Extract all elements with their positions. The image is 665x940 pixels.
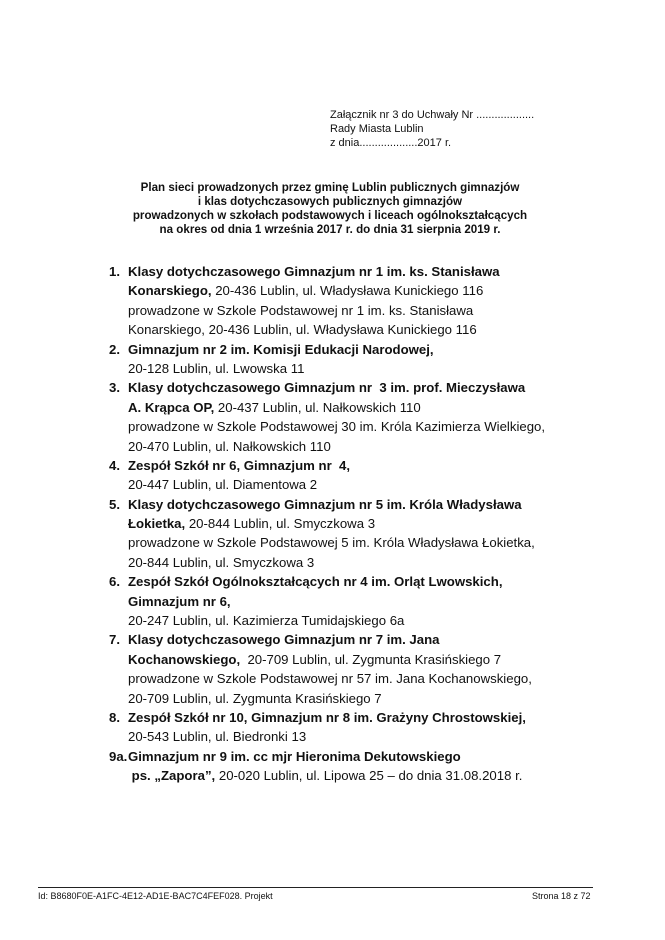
page-number: Strona 18 z 72 bbox=[532, 891, 591, 901]
item-number: 1. bbox=[109, 264, 120, 279]
school-name: Konarskiego, bbox=[128, 283, 212, 299]
list-item-line bbox=[0, 301, 665, 320]
item-text bbox=[128, 747, 461, 766]
address-text: prowadzone w Szkole Podstawowej 30 im. Króla Kazimierza Wielkiego, bbox=[128, 419, 546, 435]
list-item-line bbox=[0, 669, 665, 688]
address-text: 20-436 Lublin, ul. Władysława Kunickiego 116 bbox=[211, 283, 484, 299]
item-text bbox=[128, 689, 382, 708]
list-item-line bbox=[0, 359, 665, 378]
list-item-line bbox=[0, 456, 665, 475]
annex-line: z dnia...................2017 r. bbox=[330, 137, 452, 149]
list-item-line bbox=[0, 611, 665, 630]
item-text bbox=[128, 320, 477, 339]
list-item-line bbox=[0, 495, 665, 514]
item-text bbox=[128, 514, 375, 533]
school-name: Klasy dotychczasowego Gimnazjum nr 1 im. ks. Stanisława bbox=[128, 264, 500, 279]
item-text bbox=[128, 708, 526, 727]
school-name: Gimnazjum nr 9 im. cc mjr Hieronima Dekutowskiego bbox=[128, 748, 461, 764]
list-item-line bbox=[0, 514, 665, 533]
list-item bbox=[0, 340, 665, 379]
title-line: na okres od dnia 1 września 2017 r. do dnia 31 sierpnia 2019 r. bbox=[159, 223, 501, 236]
item-text bbox=[128, 553, 314, 572]
address-text: 20-543 Lublin, ul. Biedronki 13 bbox=[128, 729, 307, 745]
item-text bbox=[128, 340, 434, 359]
item-text bbox=[128, 456, 350, 475]
footer-divider bbox=[38, 887, 593, 888]
address-text: 20-447 Lublin, ul. Diamentowa 2 bbox=[128, 477, 318, 493]
list-item bbox=[0, 747, 665, 786]
list-item-line bbox=[0, 378, 665, 397]
list-item bbox=[0, 708, 665, 747]
item-text bbox=[128, 417, 545, 436]
title-line: Plan sieci prowadzonych przez gminę Lublin publicznych gimnazjów bbox=[140, 181, 520, 194]
school-name: Klasy dotychczasowego Gimnazjum nr 3 im. prof. Mieczysława bbox=[128, 380, 526, 396]
list-item-line bbox=[0, 320, 665, 339]
list-item-line bbox=[0, 747, 665, 766]
item-text bbox=[128, 533, 535, 552]
school-name: Klasy dotychczasowego Gimnazjum nr 5 im. Króla Władysława bbox=[128, 496, 522, 512]
item-number: 8. bbox=[109, 709, 120, 725]
annex-note bbox=[330, 108, 534, 150]
list-item-line bbox=[0, 340, 665, 359]
list-item-line bbox=[0, 727, 665, 746]
item-text bbox=[128, 669, 532, 688]
item-number: 4. bbox=[109, 457, 120, 473]
school-name: Klasy dotychczasowego Gimnazjum nr 7 im. Jana bbox=[128, 632, 440, 648]
list-item-line bbox=[0, 592, 665, 611]
address-text: 20-470 Lublin, ul. Nałkowskich 110 bbox=[128, 438, 331, 454]
item-text bbox=[128, 437, 331, 456]
list-item bbox=[0, 495, 665, 573]
list-item bbox=[0, 262, 665, 340]
address-text: Konarskiego, 20-436 Lublin, ul. Władysława Kunickiego 116 bbox=[128, 322, 477, 338]
item-number: 9a. bbox=[109, 748, 128, 764]
list-item bbox=[0, 572, 665, 630]
item-text bbox=[128, 650, 501, 669]
item-number: 2. bbox=[109, 341, 120, 357]
list-item-line bbox=[0, 630, 665, 649]
item-text bbox=[128, 475, 317, 494]
address-text: 20-709 Lublin, ul. Zygmunta Krasińskiego 7 bbox=[240, 651, 502, 667]
title-line: i klas dotychczasowych publicznych gimnazjów bbox=[197, 195, 463, 208]
item-text bbox=[128, 378, 525, 397]
item-number: 7. bbox=[109, 632, 120, 648]
item-text bbox=[128, 359, 304, 378]
school-name: Zespół Szkół nr 6, Gimnazjum nr 4, bbox=[128, 457, 351, 473]
school-name: Zespół Szkół Ogólnokształcących nr 4 im. Orląt Lwowskich, bbox=[128, 574, 503, 590]
list-item-line bbox=[0, 398, 665, 417]
list-item-line bbox=[0, 650, 665, 669]
address-text: 20-709 Lublin, ul. Zygmunta Krasińskiego 7 bbox=[128, 690, 382, 706]
item-text bbox=[128, 727, 306, 746]
item-text bbox=[128, 398, 421, 417]
list-item bbox=[0, 378, 665, 456]
list-item-line bbox=[0, 689, 665, 708]
school-name: ps. „Zapora”, bbox=[128, 768, 216, 784]
item-text bbox=[128, 281, 483, 300]
school-name: Zespół Szkół nr 10, Gimnazjum nr 8 im. Grażyny Chrostowskiej, bbox=[128, 709, 526, 725]
list-item-line bbox=[0, 475, 665, 494]
annex-line: Rady Miasta Lublin bbox=[330, 123, 424, 135]
address-text: 20-247 Lublin, ul. Kazimierza Tumidajskiego 6a bbox=[128, 613, 405, 629]
list-item-line bbox=[0, 417, 665, 436]
item-number: 5. bbox=[109, 496, 120, 512]
list-item-line bbox=[0, 437, 665, 456]
list-item-line bbox=[0, 572, 665, 591]
document-title bbox=[60, 181, 600, 237]
address-text: prowadzone w Szkole Podstawowej nr 57 im. Jana Kochanowskiego, bbox=[128, 671, 532, 687]
item-text bbox=[128, 611, 404, 630]
item-number: 6. bbox=[109, 574, 120, 590]
address-text: 20-437 Lublin, ul. Nałkowskich 110 bbox=[214, 399, 421, 415]
item-text bbox=[128, 630, 439, 649]
title-line: prowadzonych w szkołach podstawowych i liceach ogólnokształcących bbox=[132, 209, 528, 222]
item-number: 3. bbox=[109, 380, 120, 396]
address-text: prowadzone w Szkole Podstawowej 5 im. Króla Władysława Łokietka, bbox=[128, 535, 535, 551]
school-name: A. Krąpca OP, bbox=[128, 399, 215, 415]
school-name: Łokietka, bbox=[128, 516, 186, 532]
item-text bbox=[128, 766, 522, 785]
address-text: 20-020 Lublin, ul. Lipowa 25 – do dnia 31.08.2018 r. bbox=[215, 768, 523, 784]
item-text bbox=[128, 495, 522, 514]
list-item bbox=[0, 630, 665, 708]
address-text: 20-844 Lublin, ul. Smyczkowa 3 bbox=[185, 516, 376, 532]
list-item-line bbox=[0, 708, 665, 727]
item-text bbox=[128, 592, 231, 611]
school-name: Gimnazjum nr 6, bbox=[128, 593, 231, 609]
document-id: Id: B8680F0E-A1FC-4E12-AD1E-BAC7C4FEF028. Projekt bbox=[38, 891, 273, 901]
item-text bbox=[128, 262, 500, 281]
item-text bbox=[128, 572, 502, 591]
list-item-line bbox=[0, 262, 665, 281]
school-list bbox=[0, 262, 665, 786]
school-name: Gimnazjum nr 2 im. Komisji Edukacji Narodowej, bbox=[128, 341, 434, 357]
list-item-line bbox=[0, 553, 665, 572]
address-text: prowadzone w Szkole Podstawowej nr 1 im. ks. Stanisława bbox=[128, 302, 474, 318]
annex-line: Załącznik nr 3 do Uchwały Nr ................... bbox=[330, 109, 535, 121]
list-item bbox=[0, 456, 665, 495]
list-item-line bbox=[0, 281, 665, 300]
address-text: 20-844 Lublin, ul. Smyczkowa 3 bbox=[128, 554, 315, 570]
list-item-line bbox=[0, 533, 665, 552]
list-item-line bbox=[0, 766, 665, 785]
school-name: Kochanowskiego, bbox=[128, 651, 241, 667]
item-text bbox=[128, 301, 473, 320]
address-text: 20-128 Lublin, ul. Lwowska 11 bbox=[128, 360, 305, 376]
